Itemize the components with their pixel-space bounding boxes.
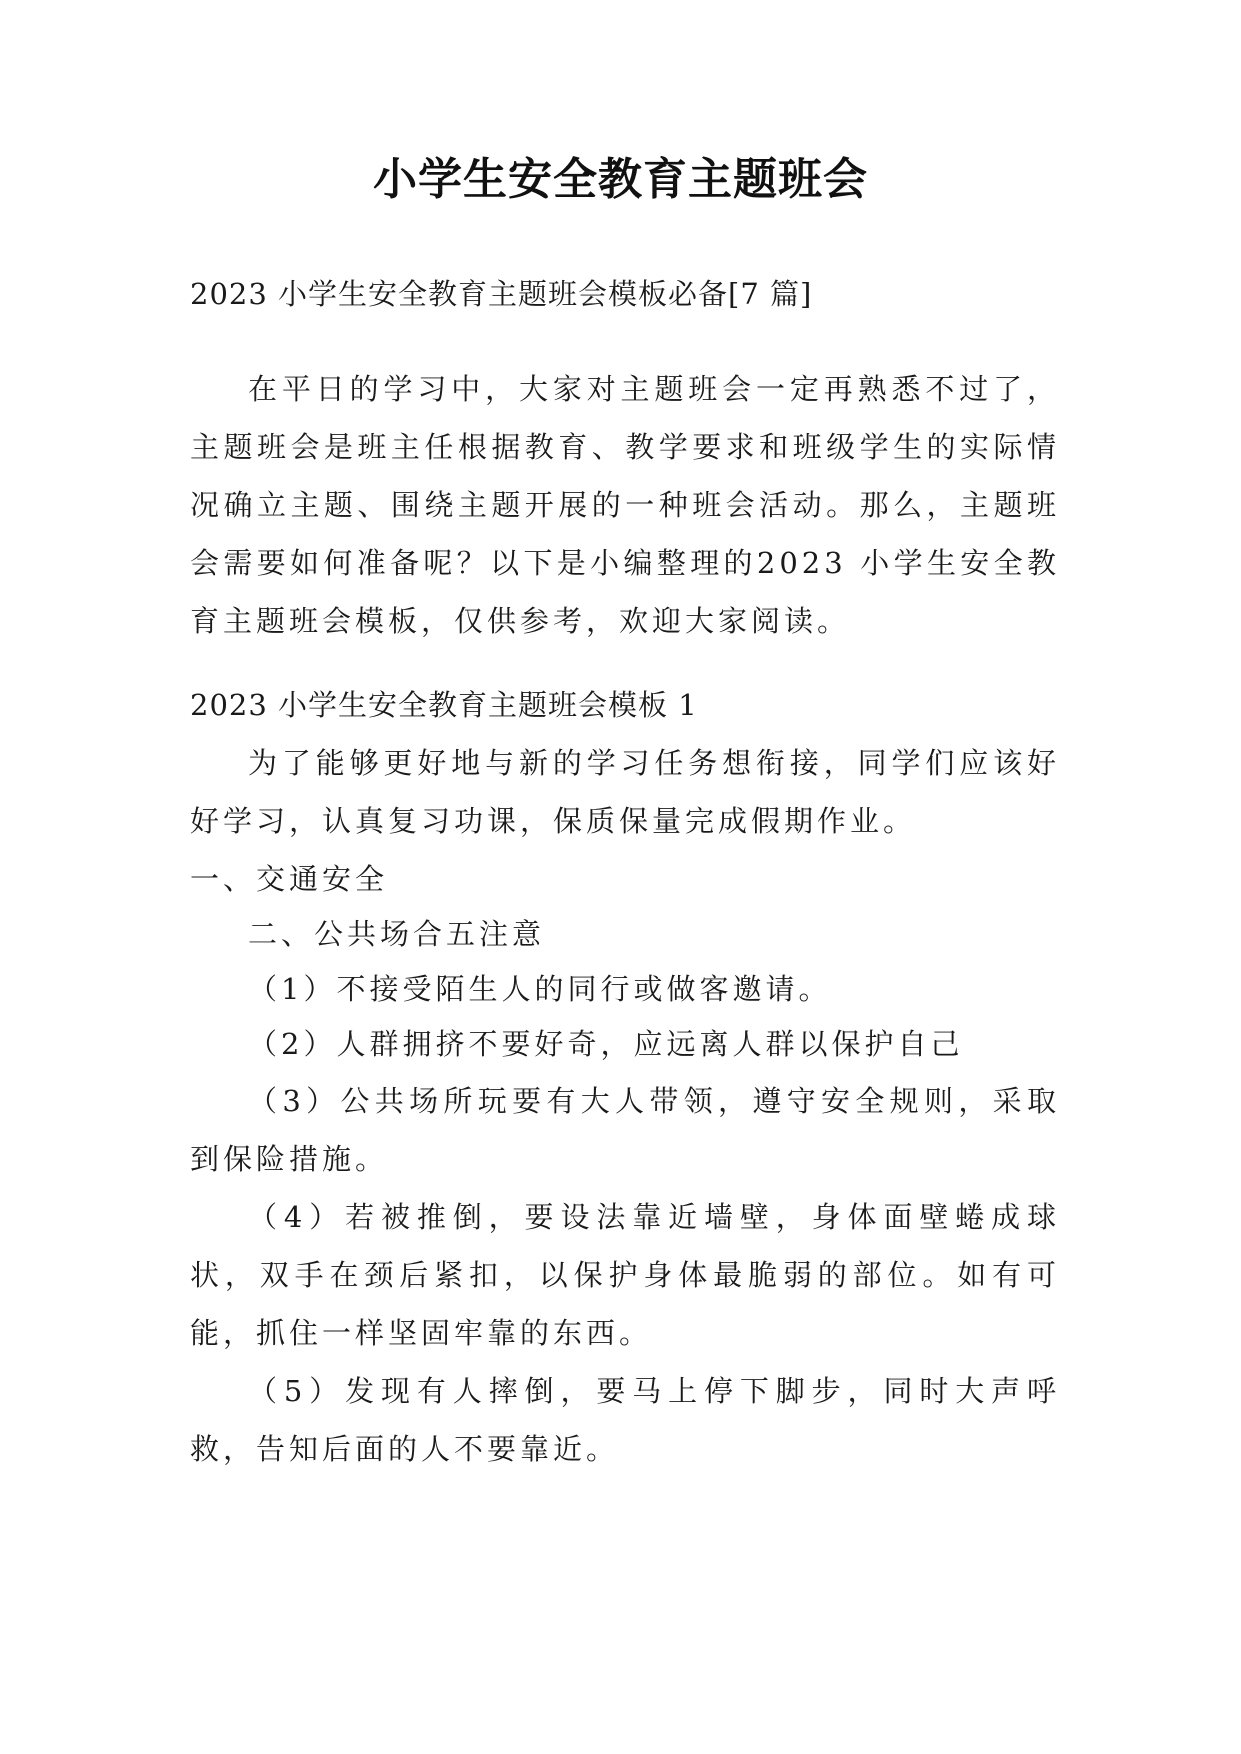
rule-item: （2）人群拥挤不要好奇，应远离人群以保护自己 — [248, 1027, 964, 1061]
document-subtitle: 2023 小学生安全教育主题班会模板必备[7 篇] — [190, 277, 813, 311]
rule-item: （3）公共场所玩要有大人带领，遵守安全规则，采取到保险措施。 — [190, 1084, 1060, 1176]
rule-item: （4）若被推倒，要设法靠近墙壁，身体面壁蜷成球状，双手在颈后紧扣，以保护身体最脆弱的部位。如有可能，抓住一样坚固牢靠的东西。 — [190, 1200, 1060, 1350]
section-intro-paragraph: 为了能够更好地与新的学习任务想衔接，同学们应该好好学习，认真复习功课，保质保量完成假期作业。 — [190, 746, 1060, 838]
intro-paragraph: 在平日的学习中，大家对主题班会一定再熟悉不过了，主题班会是班主任根据教育、教学要求和班级学生的实际情况确立主题、围绕主题开展的一种班会活动。那么，主题班会需要如何准备呢？以下是小编整理的2023 小学生安全教育主题班会模板，仅供参考，欢迎大家阅读。 — [190, 372, 1060, 638]
rule-item: （1）不接受陌生人的同行或做客邀请。 — [248, 972, 832, 1006]
item-public-places: 二、公共场合五注意 — [248, 917, 546, 951]
item-traffic-safety: 一、交通安全 — [190, 862, 389, 896]
page-title: 小学生安全教育主题班会 — [373, 154, 868, 205]
section-heading: 2023 小学生安全教育主题班会模板 1 — [190, 688, 698, 722]
rule-item: （5）发现有人摔倒，要马上停下脚步，同时大声呼救，告知后面的人不要靠近。 — [190, 1374, 1060, 1466]
